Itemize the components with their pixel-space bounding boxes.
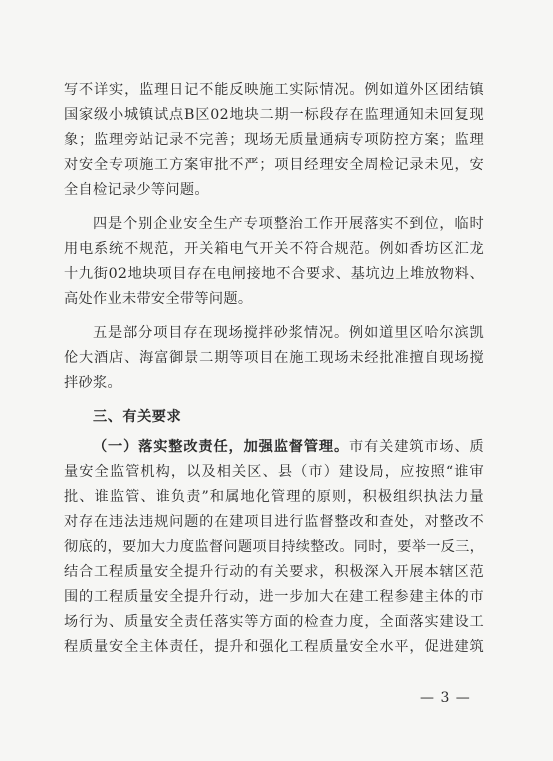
body-line: 拌砂浆。 [64,375,122,391]
body-line: 对存在违法违规问题的在建项目进行监督整改和查处，对整改不 [64,514,484,530]
body-line: 高处作业未带安全带等问题。 [64,291,253,307]
body-line: 写不详实，监理日记不能反映施工实际情况。例如道外区团结镇 [64,82,484,98]
body-line: 结合工程质量安全提升行动的有关要求，积极深入开展本辖区范 [64,564,484,580]
body-line [64,435,484,460]
body-line: 四是个别企业安全生产专项整治工作开展落实不到位，临时 [93,216,484,232]
body-line: 国家级小城镇试点B区02地块二期一标段存在监理通知未回复现 [64,107,484,123]
body-line: 围的工程质量安全提升行动，进一步加大在建工程参建主体的市 [64,589,484,605]
paragraph-lead: （一）落实整改责任，加强监督管理。 [93,439,350,455]
body-line: 场行为、质量安全责任落实等方面的检查力度，全面落实建设工 [64,614,484,630]
body-line: 程质量安全主体责任，提升和强化工程质量安全水平，促进建筑 [64,639,484,655]
paragraph-lead-rest: 市有关建筑市场、质 [349,439,484,455]
body-line: 批、谁监管、谁负责”和属地化管理的原则，积极组织执法力量 [64,489,484,505]
body-line: 全自检记录少等问题。 [64,182,209,198]
body-line: 伦大酒店、海富御景二期等项目在施工现场未经批准擅自现场搅 [64,350,484,366]
page-number: — 3 — [420,690,471,706]
body-line: 十九街02地块项目存在电闸接地不合要求、基坑边上堆放物料、 [64,266,484,282]
section-heading: 三、有关要求 [93,409,182,425]
document-body [64,78,484,660]
body-line: 量安全监管机构，以及相关区、县（市）建设局，应按照“谁审 [64,464,484,480]
body-line: 对安全专项施工方案审批不严；项目经理安全周检记录未见，安 [64,157,484,173]
body-line: 象；监理旁站记录不完善；现场无质量通病专项防控方案；监理 [64,132,484,148]
body-line: 五是部分项目存在现场搅拌砂浆情况。例如道里区哈尔滨凯 [93,325,484,341]
body-line: 用电系统不规范，开关箱电气开关不符合规范。例如香坊区汇龙 [64,241,484,257]
body-line: 彻底的，要加大力度监督问题项目持续整改。同时，要举一反三， [64,539,485,555]
